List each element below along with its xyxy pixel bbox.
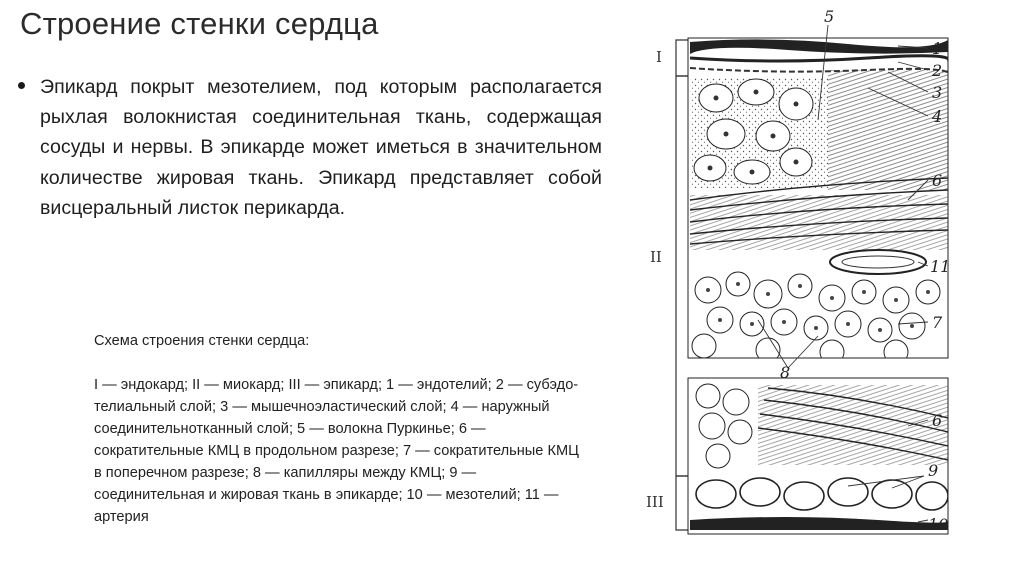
tissue-block-upper	[688, 38, 949, 364]
figure-label-5: 5	[824, 7, 835, 26]
figure-label-3: 3	[932, 83, 943, 102]
figure-label-11: 11	[930, 257, 951, 276]
figure-label-7: 7	[932, 313, 943, 332]
figure-label-8: 8	[780, 363, 791, 382]
figure-label-2: 2	[932, 61, 943, 80]
caption-legend: I — эндокард; II — миокард; III — эпикард; 1 — эндотелий; 2 — субэдо- телиальный слой; 3 — мышечноэластический слой; 4 — наружный соединительнотканный слой; 5 — волокна Пуркинье; 6 — сократительные КМЦ в продольном разрезе; 7 — сократительные КМЦ в поперечном разрезе; 8 — капилляры между КМЦ; 9 — соединительная и жировая ткань в эпикарде; 10 — мезотелий; 11 — артерия	[94, 377, 579, 525]
slide-title: Строение стенки сердца	[20, 6, 379, 41]
figure-label-1: 1	[932, 39, 943, 58]
figure-caption	[94, 330, 590, 528]
layer-label-myocard: II	[650, 248, 662, 266]
figure-label-4: 4	[932, 107, 943, 126]
layer-label-endocard: I	[656, 48, 662, 66]
heart-wall-diagram	[628, 0, 1024, 574]
figure-label-9: 9	[928, 461, 939, 480]
figure-label-10: 10	[928, 515, 949, 534]
figure-label-6-lower: 6	[932, 411, 943, 430]
layer-label-epicard: III	[646, 493, 664, 511]
bullet-paragraph	[18, 72, 602, 223]
bullet-text: Эпикард покрыт мезотелием, под которым располагается рыхлая волокнистая соединительная ткань, содержащая сосуды и нервы. В эпикарде может иметься в значительном количестве жировая ткань. Эпикард представляет собой висцеральный листок перикарда.	[40, 76, 602, 219]
figure-label-6-upper: 6	[932, 171, 943, 190]
caption-title: Схема строения стенки сердца:	[94, 333, 310, 349]
tissue-block-lower	[688, 378, 952, 534]
bullet-dot-icon	[18, 82, 25, 89]
